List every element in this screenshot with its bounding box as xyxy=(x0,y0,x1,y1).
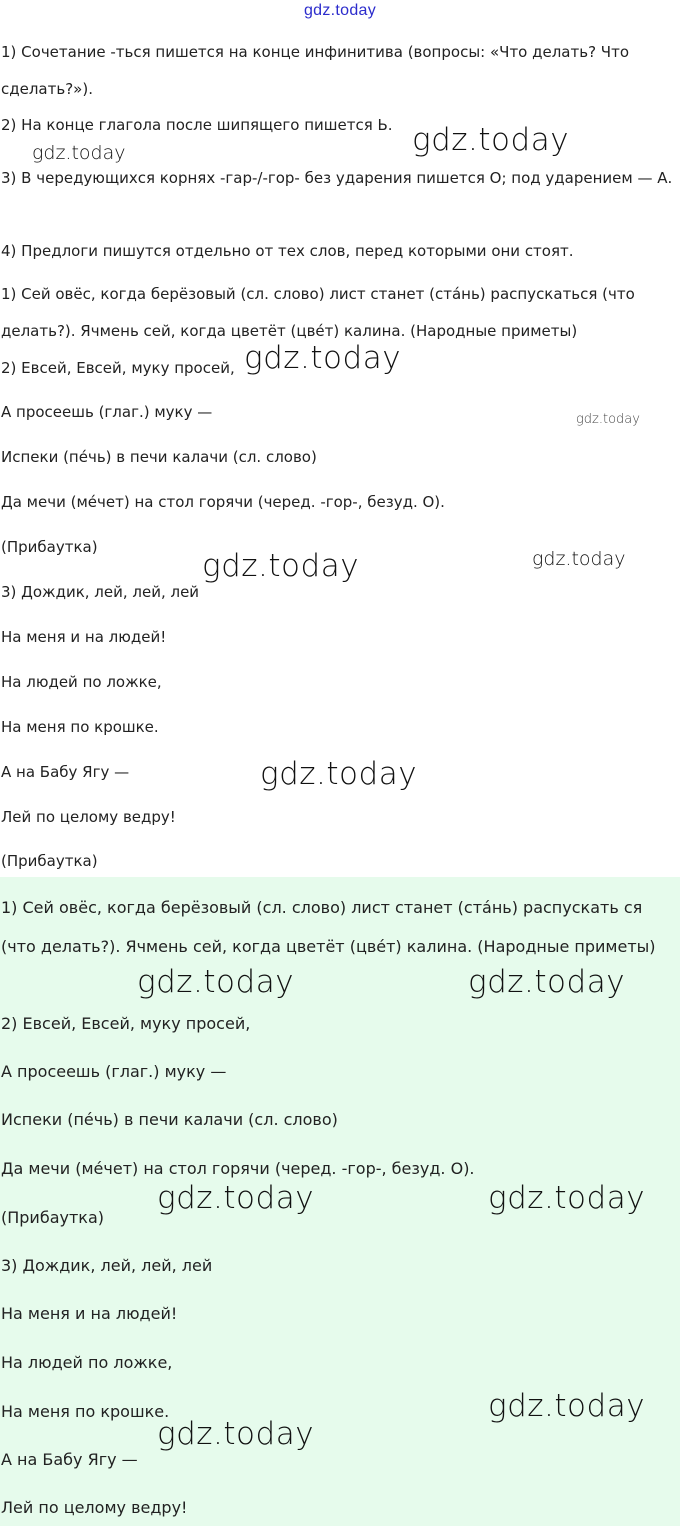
answer2-line-10: На меня по крошке. xyxy=(1,1402,170,1421)
answer1-line-11: А на Бабу Ягу — xyxy=(1,763,130,781)
rule-2: 2) На конце глагола после шипящего пишется Ь. xyxy=(1,116,393,134)
answer1-line-8: На меня и на людей! xyxy=(1,628,167,646)
answer1-para-1: 1) Сей овёс, когда берёзовый (сл. слово) лист станет (стáнь) распускаться (что делать?). Ячмень сей, когда цветёт (цвéт) калина. (Народные приметы) xyxy=(1,285,635,340)
watermark: gdz.today xyxy=(468,964,626,1000)
answer2-line-5: Да мечи (мéчет) на стол горячи (черед. -гор-, безуд. О). xyxy=(1,1159,475,1178)
answer2-line-2: 2) Евсей, Евсей, муку просей, xyxy=(1,1014,251,1033)
answer1-line-10: На меня по крошке. xyxy=(1,718,159,736)
watermark: gdz.today xyxy=(532,548,626,570)
top-watermark: gdz.today xyxy=(303,2,377,19)
answer1-line-5: Да мечи (мéчет) на стол горячи (черед. -гор-, безуд. О). xyxy=(1,493,445,511)
watermark: gdz.today xyxy=(244,340,402,376)
rule-4: 4) Предлоги пишутся отдельно от тех слов, перед которыми они стоят. xyxy=(1,242,574,260)
watermark: gdz.today xyxy=(137,964,295,1000)
answer2-line-8: На меня и на людей! xyxy=(1,1304,178,1323)
watermark: gdz.today xyxy=(576,412,640,427)
answer2-para-1: 1) Сей овёс, когда берёзовый (сл. слово) лист станет (стáнь) распускать ся (что делать?). Ячмень сей, когда цветёт (цвéт) калина. (Народные приметы) xyxy=(1,898,656,956)
answer2-line-4: Испеки (пéчь) в печи калачи (сл. слово) xyxy=(1,1110,338,1129)
answer1-line-6: (Прибаутка) xyxy=(1,538,98,556)
rule-3: 3) В чередующихся корнях -гар-/-гор- без ударения пишется О; под ударением — А. xyxy=(1,169,673,187)
answer1-line-2: 2) Евсей, Евсей, муку просей, xyxy=(1,359,235,377)
watermark: gdz.today xyxy=(157,1416,315,1452)
answer2-line-6: (Прибаутка) xyxy=(1,1208,104,1227)
answer2-line-9: На людей по ложке, xyxy=(1,1353,173,1372)
watermark: gdz.today xyxy=(157,1180,315,1216)
rule-1: 1) Сочетание -ться пишется на конце инфинитива (вопросы: «Что делать? Что сделать?»). xyxy=(1,43,630,98)
answer1-line-12: Лей по целому ведру! xyxy=(1,808,176,826)
watermark: gdz.today xyxy=(202,548,360,584)
watermark: gdz.today xyxy=(488,1180,646,1216)
answer2-line-12: Лей по целому ведру! xyxy=(1,1498,188,1517)
watermark: gdz.today xyxy=(260,756,418,792)
watermark: gdz.today xyxy=(412,122,570,158)
answer2-line-3: А просеешь (глаг.) муку — xyxy=(1,1062,227,1081)
answer1-line-9: На людей по ложке, xyxy=(1,673,162,691)
answer1-line-7: 3) Дождик, лей, лей, лей xyxy=(1,583,200,601)
answer2-line-7: 3) Дождик, лей, лей, лей xyxy=(1,1256,213,1275)
answer1-line-4: Испеки (пéчь) в печи калачи (сл. слово) xyxy=(1,448,317,466)
answer1-line-13: (Прибаутка) xyxy=(1,852,98,870)
watermark: gdz.today xyxy=(488,1388,646,1424)
watermark: gdz.today xyxy=(32,142,126,164)
answer2-line-11: А на Бабу Ягу — xyxy=(1,1450,138,1469)
answer1-line-3: А просеешь (глаг.) муку — xyxy=(1,403,213,421)
